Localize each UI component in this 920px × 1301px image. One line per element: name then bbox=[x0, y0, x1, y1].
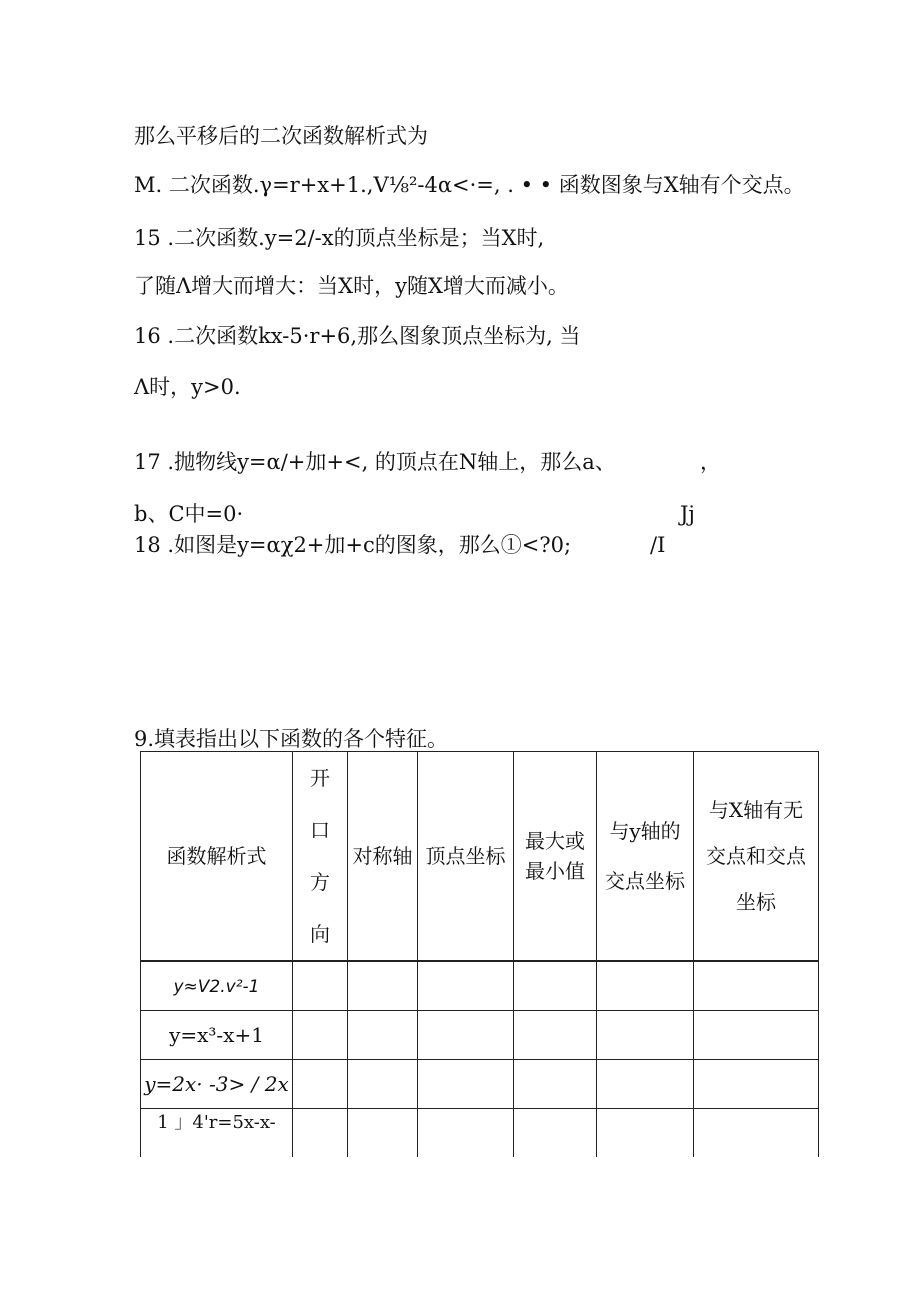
line-question-15-cont: 了随Λ增大而增大：当X时，y随X增大而减小。 bbox=[134, 274, 569, 298]
line-question-17: 17 .抛物线y=α∕+加+<, 的顶点在N轴上，那么a、 bbox=[134, 450, 616, 474]
line-question-15: 15 .二次函数.y=2∕-x的顶点坐标是；当X时, bbox=[134, 226, 545, 250]
line-question-19: 9.填表指出以下函数的各个特征。 bbox=[134, 727, 449, 751]
header-y-intercept: 与y轴的交点坐标 bbox=[597, 752, 694, 962]
line-question-14: M. 二次函数.γ=r+x+1.,V⅛²-4α<·=, . • • 函数图象与X轴有个交点。 bbox=[134, 173, 805, 197]
table-row bbox=[141, 1060, 819, 1109]
line-question-18: 18 .如图是y=αχ2+加+c的图象，那么①<?0; bbox=[134, 533, 572, 557]
function-cell: y=x³-x+1 bbox=[141, 1011, 293, 1060]
header-extreme-value: 最大或最小值 bbox=[514, 752, 597, 962]
header-x-intercept: 与X轴有无交点和交点坐标 bbox=[694, 752, 819, 962]
line-translated-function: 那么平移后的二次函数解析式为 bbox=[134, 124, 428, 148]
header-opening-direction: 开口方向 bbox=[293, 752, 348, 962]
table-row bbox=[141, 961, 819, 1011]
line-question-16: 16 .二次函数kx-5·r+6,那么图象顶点坐标为, 当 bbox=[134, 324, 581, 348]
function-cell: y=2x· -3> / 2x bbox=[141, 1060, 293, 1109]
header-axis-of-symmetry: 对称轴 bbox=[348, 752, 418, 962]
header-function: 函数解析式 bbox=[141, 752, 293, 962]
line-question-17-cont: b、C中=0· bbox=[134, 502, 244, 526]
table-row bbox=[141, 1109, 819, 1158]
function-cell: 1 」4'r=5x-x- bbox=[141, 1109, 293, 1158]
function-feature-table bbox=[140, 751, 819, 1157]
line-question-16-cont: Λ时，y>0. bbox=[134, 375, 241, 399]
function-cell: y≈V2.v²-1 bbox=[141, 961, 293, 1011]
figure-mark-slash: /I bbox=[650, 533, 666, 557]
table-header-row bbox=[141, 752, 819, 962]
header-vertex: 顶点坐标 bbox=[418, 752, 514, 962]
table-row bbox=[141, 1011, 819, 1060]
figure-mark-jj: Jj bbox=[680, 502, 695, 526]
line-question-17-comma: ， bbox=[700, 450, 721, 474]
